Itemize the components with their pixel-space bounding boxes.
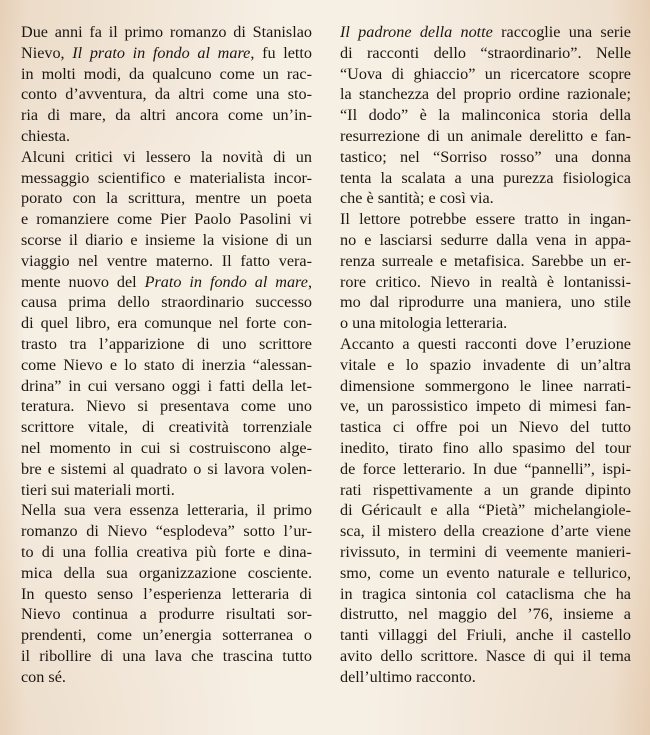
text-line (21, 417, 312, 438)
text-segment: resurrezione di un animale derelitto e fan- (340, 126, 631, 145)
text-line (21, 292, 312, 313)
text-line (21, 209, 312, 230)
text-segment: tieri sui materiali morti. (21, 480, 175, 499)
text-line (21, 147, 312, 168)
text-line (21, 438, 312, 459)
text-segment: porato con la scrittura, mentre un poeta (21, 189, 312, 208)
text-segment: con sé. (21, 667, 66, 686)
text-segment: Due anni fa il primo romanzo di Stanislao (21, 23, 312, 41)
text-segment: prendenti, come un’energia sotterranea o (21, 626, 312, 645)
text-segment: Alcuni critici vi lessero la novità di un (21, 147, 312, 166)
text-line (21, 646, 312, 667)
text-line (21, 313, 312, 334)
text-line (340, 22, 631, 43)
text-segment: Nella sua vera essenza letteraria, il primo (21, 501, 312, 520)
text-line (340, 64, 631, 85)
text-segment: , fu letto (250, 43, 312, 62)
italic-title: Il prato in fondo al mare (72, 43, 251, 62)
text-line (340, 168, 631, 189)
text-line (340, 355, 631, 376)
text-line (340, 126, 631, 147)
text-segment: Accanto a questi racconti dove l’eruzione (340, 334, 631, 353)
paragraph (340, 22, 631, 209)
text-segment: teratura. Nievo si presentava come uno (21, 397, 312, 416)
text-line (21, 521, 312, 542)
text-line (340, 604, 631, 625)
text-segment: raccoglie una serie (492, 23, 631, 41)
text-segment: drina” in cui versano oggi i fatti della let- (21, 376, 312, 395)
text-segment: rore critico. Nievo in realtà è lontanissi- (340, 272, 631, 291)
text-segment: tenta la scalata a una purezza fisiologica (340, 168, 631, 187)
text-line (21, 126, 312, 147)
text-line (340, 105, 631, 126)
text-line (340, 84, 631, 105)
text-line (340, 521, 631, 542)
text-segment: inedito, tirato fino allo spasimo del tour (340, 438, 631, 457)
text-segment: trasto tra l’apparizione di uno scrittore (21, 334, 312, 353)
text-segment: nel momento in cui si costruiscono alge- (21, 438, 312, 457)
text-segment: tastico; nel “Sorriso rosso” una donna (340, 147, 631, 166)
text-segment: ria di mare, da altri ancora come un’in- (21, 106, 312, 125)
text-line (21, 604, 312, 625)
text-line (340, 438, 631, 459)
text-segment: messaggio scientifico e materialista incor- (21, 168, 312, 187)
text-line (21, 584, 312, 605)
text-segment: come Nievo e lo stato di inerzia “alessan- (21, 355, 312, 374)
text-segment: mica della sua organizzazione cosciente. (21, 563, 312, 582)
left-column (21, 22, 312, 688)
paragraph (21, 500, 312, 687)
text-segment: rivissuto, in termini di veemente manieri- (340, 542, 631, 561)
text-line (340, 251, 631, 272)
text-segment: e romanziere come Pier Paolo Pasolini vi (21, 210, 312, 229)
text-segment: tastica ci offre poi un Nievo del tutto (340, 418, 631, 437)
text-segment: Nievo, (21, 43, 73, 62)
text-segment: o una mitologia letteraria. (340, 314, 508, 333)
text-line (21, 251, 312, 272)
text-segment: smo, come un evento naturale e tellurico, (340, 563, 631, 582)
text-segment: no e lasciarsi sedurre dalla vena in appa- (340, 230, 631, 249)
text-line (340, 230, 631, 251)
text-segment: di quel libro, era comunque nel forte con- (21, 314, 312, 333)
text-line (340, 292, 631, 313)
text-line (21, 22, 312, 43)
text-segment: la stanchezza del proprio ordine razionale; (340, 85, 631, 104)
text-segment: ve, un parossistico impeto di mimesi fan- (340, 397, 631, 416)
text-segment: dell’ultimo racconto. (340, 667, 476, 686)
text-line (21, 168, 312, 189)
italic-title: Prato in fondo al mare (144, 272, 308, 291)
text-segment: in tragica sintonia col cataclisma che ha (340, 584, 631, 603)
text-segment: distrutto, nel maggio del ’76, insieme a (340, 605, 631, 624)
text-line (21, 188, 312, 209)
text-line (21, 376, 312, 397)
text-segment: Nievo continua a produrre risultati sor- (21, 605, 312, 624)
italic-title: Il padrone della notte (340, 23, 493, 41)
text-segment: di Géricault e alla “Pietà” michelangiole- (340, 501, 631, 520)
text-line (340, 272, 631, 293)
text-segment: renza surreale e metafisica. Sarebbe un er- (340, 251, 631, 270)
text-line (21, 43, 312, 64)
text-line (21, 396, 312, 417)
paragraph (340, 334, 631, 688)
text-segment: , (307, 272, 312, 291)
text-segment: che è santità; e così via. (340, 189, 494, 208)
text-line (21, 625, 312, 646)
text-segment: “Il dodo” è la malinconica storia della (340, 106, 631, 125)
text-segment: rati rispettivamente a un grande dipinto (340, 480, 631, 499)
text-segment: mente nuovo del (21, 272, 145, 291)
text-segment: conto d’avventura, da altri come una sto- (21, 85, 312, 104)
text-line (340, 396, 631, 417)
text-line (21, 334, 312, 355)
text-segment: scorse il diario e insieme la visione di un (21, 230, 312, 249)
text-line (340, 417, 631, 438)
text-line (340, 313, 631, 334)
text-line (340, 625, 631, 646)
text-line (340, 209, 631, 230)
text-line (340, 188, 631, 209)
text-segment: de force letterario. In due “pannelli”, ispi- (340, 459, 631, 478)
text-line (21, 500, 312, 521)
text-segment: sca, il mistero della creazione d’arte viene (340, 522, 631, 541)
text-segment: chiesta. (21, 126, 70, 145)
text-line (340, 480, 631, 501)
text-line (21, 105, 312, 126)
text-line (340, 542, 631, 563)
text-segment: viaggio nel ventre materno. Il fatto vera- (21, 251, 312, 270)
text-segment: scrittore vitale, di creatività torrenziale (21, 418, 312, 437)
text-line (21, 230, 312, 251)
text-segment: causa prima dello straordinario successo (21, 293, 312, 312)
text-segment: bre e sistemi al quadrato o si lavora volen- (21, 459, 312, 478)
text-line (21, 563, 312, 584)
text-line (340, 43, 631, 64)
text-line (340, 500, 631, 521)
text-line (21, 480, 312, 501)
text-line (21, 667, 312, 688)
text-segment: dimensione sommergono le linee narrati- (340, 376, 631, 395)
right-column (340, 22, 631, 688)
text-segment: il ribollire di una lava che trascina tutto (21, 646, 312, 665)
text-segment: “Uova di ghiaccio” un ricercatore scopre (340, 64, 631, 83)
text-segment: mo dal riprodurre una maniera, uno stile (340, 293, 631, 312)
paragraph (21, 22, 312, 147)
text-segment: avito dello scrittore. Nasce di qui il tema (340, 646, 631, 665)
text-line (21, 64, 312, 85)
paragraph (340, 209, 631, 334)
text-segment: Il lettore potrebbe essere tratto in ingan- (340, 210, 631, 229)
text-line (340, 376, 631, 397)
text-segment: di racconti dello “straordinario”. Nelle (340, 43, 631, 62)
text-line (21, 84, 312, 105)
text-line (340, 147, 631, 168)
two-column-text (21, 22, 631, 688)
text-line (340, 667, 631, 688)
text-line (340, 563, 631, 584)
text-segment: romanzo di Nievo “esplodeva” sotto l’ur- (21, 522, 312, 541)
text-line (340, 334, 631, 355)
text-segment: in molti modi, da qualcuno come un rac- (21, 64, 312, 83)
paragraph (21, 147, 312, 501)
text-line (21, 542, 312, 563)
text-segment: In questo senso l’esperienza letteraria di (21, 584, 312, 603)
text-line (21, 355, 312, 376)
text-line (21, 272, 312, 293)
text-segment: tanti villaggi del Friuli, anche il castello (340, 626, 631, 645)
text-segment: vitale e lo spazio invadente di un’altra (340, 355, 631, 374)
text-line (340, 459, 631, 480)
text-line (340, 646, 631, 667)
text-segment: to di una follia creativa più forte e dina- (21, 542, 312, 561)
text-line (340, 584, 631, 605)
text-line (21, 459, 312, 480)
